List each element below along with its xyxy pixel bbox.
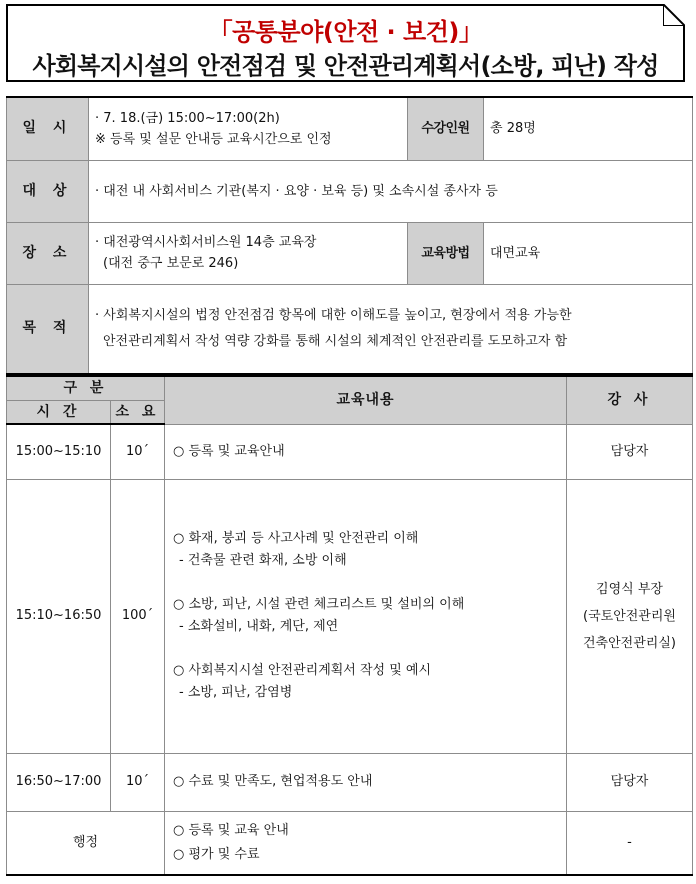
content-item: ○ 평가 및 수료 — [173, 846, 260, 862]
place-line: · 대전광역시사회서비스원 14층 교육장 — [95, 235, 317, 250]
time-header: 시 간 — [7, 400, 111, 424]
purpose-label: 목 적 — [7, 284, 89, 374]
instructor-name: - — [627, 834, 632, 850]
date-note: ※ 등록 및 설문 안내등 교육시간으로 인정 — [95, 131, 332, 147]
method-label: 교육방법 — [408, 222, 484, 284]
capacity-label: 수강인원 — [408, 97, 484, 160]
target-value: · 대전 내 사회서비스 기관(복지 · 요양 · 보육 등) 및 소속시설 종사자 등 — [89, 160, 693, 222]
instructor-name: 담당자 — [610, 774, 649, 789]
instructor-name: 김영식 부장 — [596, 581, 663, 597]
duration-cell: 100´ — [111, 479, 165, 753]
table-row — [7, 811, 693, 875]
content-subitem: - 소화설비, 내화, 계단, 제연 — [179, 619, 339, 634]
duration-header: 소 요 — [111, 400, 165, 424]
content-item: ○ 화재, 붕괴 등 사고사례 및 안전관리 이해 — [173, 531, 419, 546]
time-cell: 행정 — [7, 811, 165, 875]
target-label: 대 상 — [7, 160, 89, 222]
info-row-purpose — [7, 284, 693, 374]
place-value — [89, 222, 408, 284]
capacity-value: 총 28명 — [484, 97, 693, 160]
duration-cell: 10´ — [111, 753, 165, 811]
table-row — [7, 424, 693, 479]
place-label: 장 소 — [7, 222, 89, 284]
division-header: 구 분 — [7, 376, 165, 400]
info-table — [6, 96, 693, 375]
instructor-cell — [567, 479, 693, 753]
instructor-department: 건축안전관리실) — [583, 635, 676, 651]
instructor-cell — [567, 811, 693, 875]
instructor-cell — [567, 753, 693, 811]
content-cell — [165, 424, 567, 479]
spacer — [173, 572, 566, 594]
instructor-cell — [567, 424, 693, 479]
schedule-header-row — [7, 376, 693, 400]
time-cell: 16:50~17:00 — [7, 753, 111, 811]
time-cell: 15:10~16:50 — [7, 479, 111, 753]
content-subitem: - 건축물 관련 화재, 소방 이해 — [179, 553, 347, 568]
content-cell — [165, 479, 567, 753]
date-line: · 7. 18.(금) 15:00~17:00(2h) — [95, 110, 280, 126]
schedule-table — [6, 375, 693, 876]
spacer — [173, 638, 566, 660]
title-category: 「공통분야(안전 · 보건)」 — [208, 18, 483, 46]
date-value — [89, 97, 408, 160]
page-title: 사회복지시설의 안전점검 및 안전관리계획서(소방, 피난) 작성 — [32, 52, 659, 80]
content-cell — [165, 753, 567, 811]
purpose-value — [89, 284, 693, 374]
content-item: ○ 소방, 피난, 시설 관련 체크리스트 및 설비의 이해 — [173, 597, 465, 612]
place-address: (대전 중구 보문로 246) — [103, 256, 239, 271]
content-item: ○ 수료 및 만족도, 현업적용도 안내 — [173, 774, 373, 789]
table-row — [7, 753, 693, 811]
content-cell — [165, 811, 567, 875]
content-item: ○ 등록 및 교육안내 — [173, 443, 285, 459]
purpose-line: 안전관리계획서 작성 역량 강화를 통해 시설의 체계적인 안전관리를 도모하고자 함 — [103, 333, 568, 349]
time-cell: 15:00~15:10 — [7, 424, 111, 479]
instructor-header: 강 사 — [567, 376, 693, 424]
table-row — [7, 479, 693, 753]
content-item: ○ 사회복지시설 안전관리계획서 작성 및 예시 — [173, 663, 432, 678]
method-value: 대면교육 — [484, 222, 693, 284]
instructor-affiliation: (국토안전관리원 — [583, 608, 676, 624]
content-subitem: - 소방, 피난, 감염병 — [179, 685, 293, 700]
title-box — [6, 4, 685, 82]
purpose-line: · 사회복지시설의 법정 안전점검 항목에 대한 이해도를 높이고, 현장에서 적용 가능한 — [95, 307, 572, 323]
duration-cell: 10´ — [111, 424, 165, 479]
info-row-target — [7, 160, 693, 222]
info-row-place — [7, 222, 693, 284]
date-label: 일 시 — [7, 97, 89, 160]
content-header: 교육내용 — [165, 376, 567, 424]
info-row-date — [7, 97, 693, 160]
content-item: ○ 등록 및 교육 안내 — [173, 822, 289, 838]
instructor-name: 담당자 — [610, 443, 649, 459]
